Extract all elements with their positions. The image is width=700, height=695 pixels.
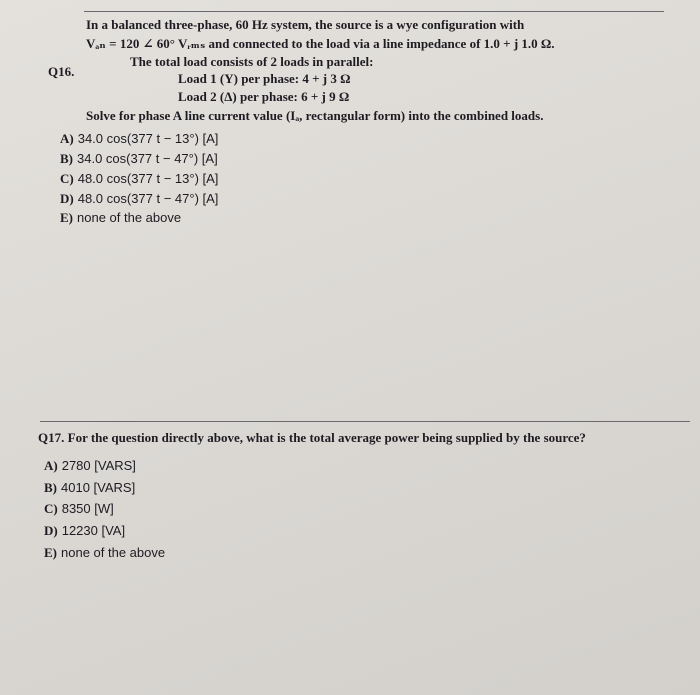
q16-line-2: Vₐₙ = 120 ∠ 60° Vᵣₘₛ and connected to the load via a line impedance of 1.0 + j 1.0 Ω. <box>86 36 555 51</box>
option-label: E) <box>44 545 57 560</box>
option-text: 48.0 cos(377 t − 13°) [A] <box>77 171 219 186</box>
q16-line-5: Load 2 (Δ) per phase: 6 + j 9 Ω <box>178 89 350 104</box>
q17-option-b[interactable] <box>44 480 135 496</box>
q17-number: Q17. <box>38 430 65 445</box>
q17-question: For the question directly above, what is the total average power being supplied by the source? <box>67 430 586 445</box>
option-label: C) <box>44 501 58 516</box>
option-label: C) <box>60 171 74 186</box>
q17-option-e[interactable] <box>44 545 165 561</box>
q17-top-divider <box>40 421 690 422</box>
option-label: E) <box>60 210 73 225</box>
option-label: B) <box>44 480 57 495</box>
option-text: none of the above <box>77 210 182 225</box>
option-label: A) <box>44 458 58 473</box>
option-text: 12230 [VA] <box>61 523 126 538</box>
option-text: 48.0 cos(377 t − 47°) [A] <box>77 191 219 206</box>
option-label: D) <box>44 523 58 538</box>
q16-number: Q16. <box>48 64 75 79</box>
q16-line-3: The total load consists of 2 loads in parallel: <box>130 54 374 69</box>
q16-option-a[interactable] <box>60 131 218 147</box>
option-label: B) <box>60 151 73 166</box>
q17-option-d[interactable] <box>44 523 125 539</box>
option-label: A) <box>60 131 74 146</box>
q16-line-4: Load 1 (Y) per phase: 4 + j 3 Ω <box>178 71 351 86</box>
option-text: 8350 [W] <box>61 501 114 516</box>
q16-line-1: In a balanced three-phase, 60 Hz system, the source is a wye configuration with <box>86 17 525 32</box>
option-text: 4010 [VARS] <box>61 480 136 495</box>
q17-option-c[interactable] <box>44 501 114 517</box>
q17-option-a[interactable] <box>44 458 136 474</box>
q16-option-e[interactable] <box>60 210 181 226</box>
option-text: 34.0 cos(377 t − 47°) [A] <box>77 151 218 166</box>
option-label: D) <box>60 191 74 206</box>
option-text: 2780 [VARS] <box>61 458 136 473</box>
q16-option-c[interactable] <box>60 171 218 187</box>
q16-line-6: Solve for phase A line current value (Iₐ, rectangular form) into the combined loads. <box>86 108 544 123</box>
q16-top-divider <box>84 11 664 12</box>
q16-option-b[interactable] <box>60 151 218 167</box>
option-text: none of the above <box>61 545 166 560</box>
q17-header <box>38 430 586 446</box>
q16-option-d[interactable] <box>60 191 218 207</box>
faint-bleed-through <box>254 330 268 357</box>
option-text: 34.0 cos(377 t − 13°) [A] <box>77 131 219 146</box>
